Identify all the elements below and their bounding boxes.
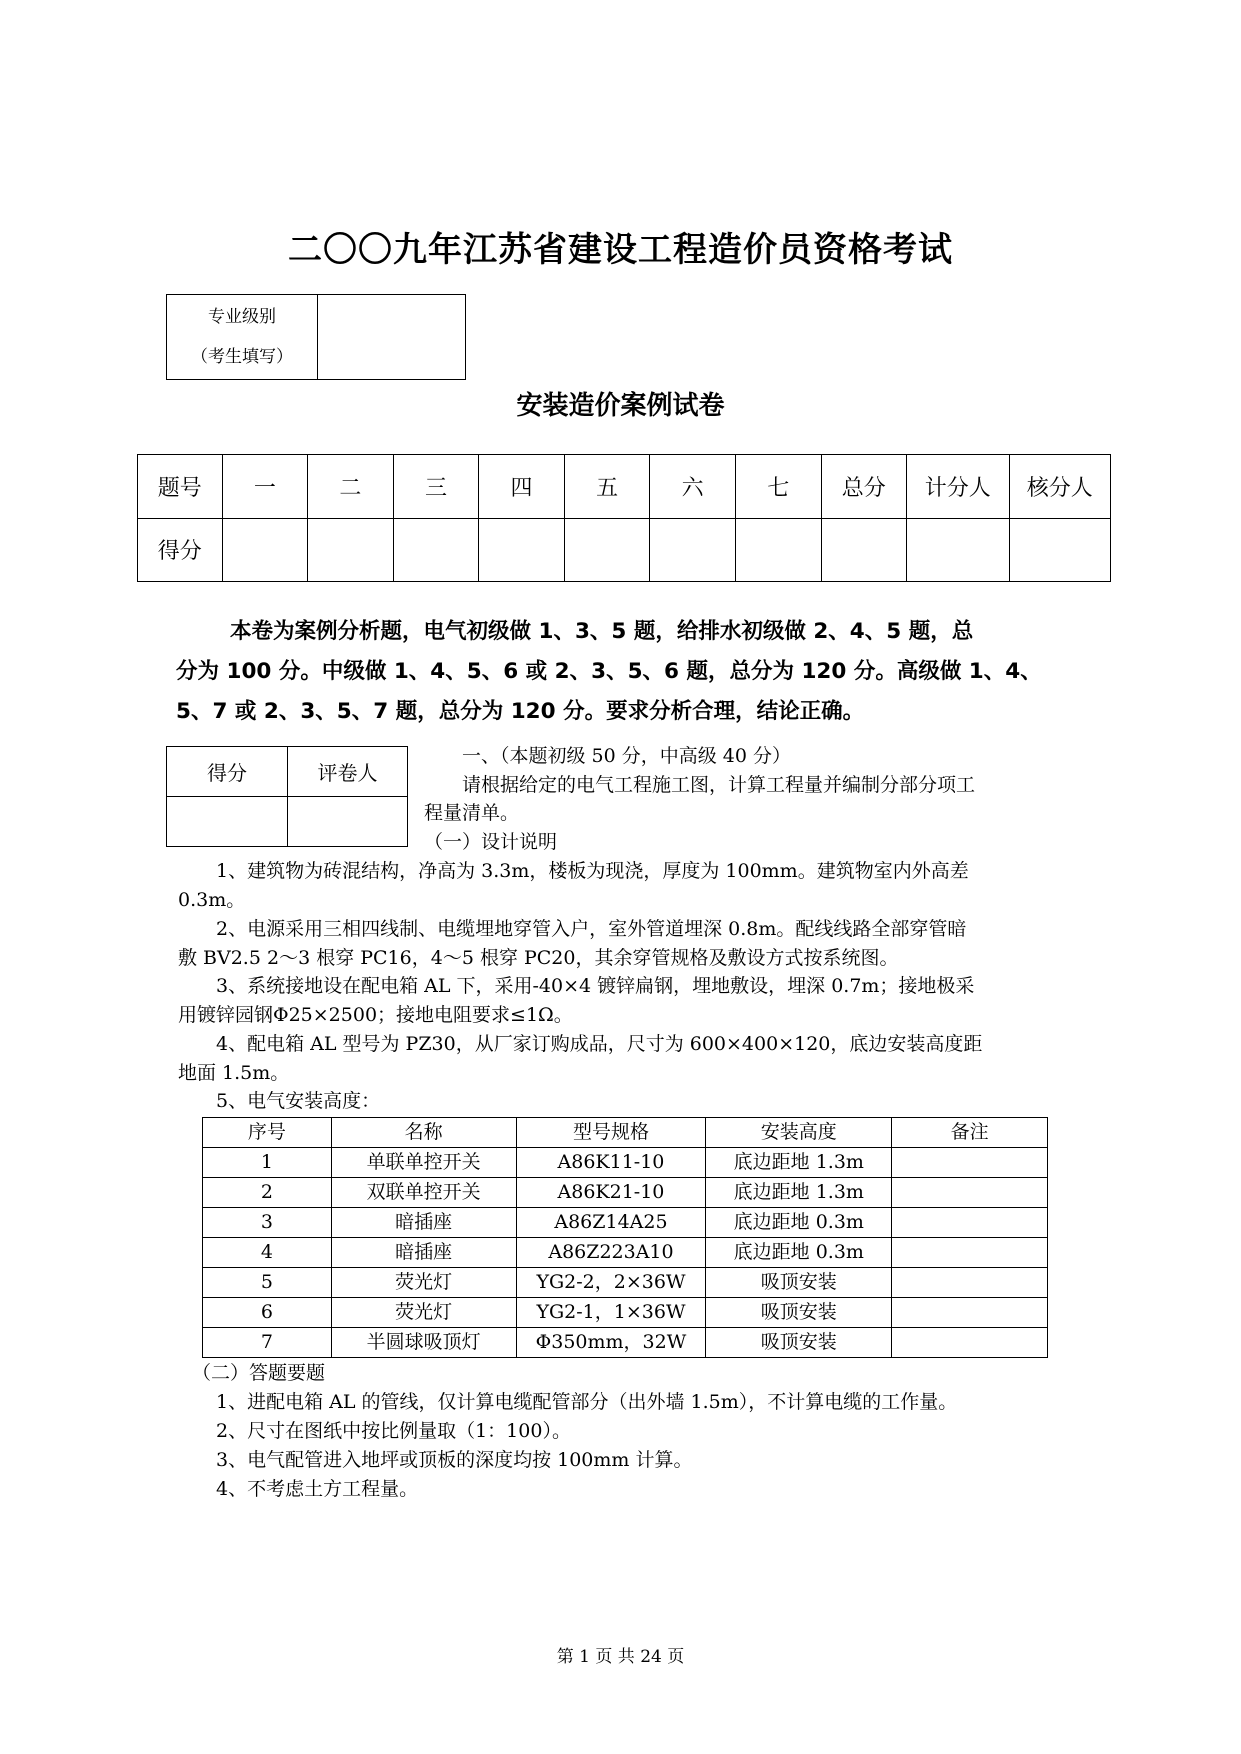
table-cell: 吸顶安装 bbox=[706, 1328, 892, 1358]
table-cell bbox=[892, 1178, 1048, 1208]
table-cell: 底边距地 1.3m bbox=[706, 1148, 892, 1178]
score-cell[interactable] bbox=[650, 518, 736, 582]
score-cell[interactable] bbox=[479, 518, 565, 582]
table-cell bbox=[892, 1328, 1048, 1358]
score-cell[interactable] bbox=[564, 518, 650, 582]
score-header-cell: 六 bbox=[650, 455, 736, 519]
table-cell: 4 bbox=[203, 1238, 332, 1268]
table-cell: YG2-2，2×36W bbox=[516, 1268, 706, 1298]
design-line: 0.3m。 bbox=[178, 889, 246, 911]
level-box bbox=[166, 294, 466, 380]
answer-heading: （二）答题要题 bbox=[192, 1362, 326, 1384]
question-intro: 程量清单。 bbox=[424, 802, 520, 824]
answer-line: 1、进配电箱 AL 的管线，仅计算电缆配管部分（出外墙 1.5m），不计算电缆的工作量。 bbox=[216, 1391, 958, 1413]
grader-name-label: 评卷人 bbox=[288, 747, 408, 797]
score-header-cell: 七 bbox=[735, 455, 821, 519]
score-cell[interactable] bbox=[222, 518, 308, 582]
level-label bbox=[167, 295, 318, 380]
table-cell: 底边距地 1.3m bbox=[706, 1178, 892, 1208]
score-cell[interactable] bbox=[907, 518, 1009, 582]
table-cell: 6 bbox=[203, 1298, 332, 1328]
design-line: 3、系统接地设在配电箱 AL 下，采用-40×4 镀锌扁钢，埋地敷设，埋深 0.7m；接地极采 bbox=[216, 975, 975, 997]
table-cell bbox=[892, 1208, 1048, 1238]
score-header-cell: 三 bbox=[393, 455, 479, 519]
level-label-line2: （考生填写） bbox=[191, 347, 293, 367]
score-cell[interactable] bbox=[735, 518, 821, 582]
table-header-cell: 安装高度 bbox=[706, 1118, 892, 1148]
design-line: 敷 BV2.5 2～3 根穿 PC16，4～5 根穿 PC20，其余穿管规格及敷设方式按系统图。 bbox=[178, 947, 899, 969]
page-footer: 第 1 页 共 24 页 bbox=[556, 1647, 685, 1667]
answer-line: 2、尺寸在图纸中按比例量取（1：100）。 bbox=[216, 1420, 571, 1442]
table-row bbox=[203, 1208, 1048, 1238]
score-cell[interactable] bbox=[393, 518, 479, 582]
score-cell[interactable] bbox=[308, 518, 394, 582]
table-cell: 荧光灯 bbox=[331, 1298, 516, 1328]
design-line: 用镀锌园钢Φ25×2500；接地电阻要求≤1Ω。 bbox=[178, 1004, 573, 1026]
table-cell: 7 bbox=[203, 1328, 332, 1358]
instruction-line: 5、7 或 2、3、5、7 题，总分为 120 分。要求分析合理，结论正确。 bbox=[176, 699, 865, 724]
install-height-table bbox=[202, 1117, 1048, 1358]
score-cell[interactable] bbox=[1009, 518, 1111, 582]
table-cell: A86K21-10 bbox=[516, 1178, 706, 1208]
table-cell: YG2-1，1×36W bbox=[516, 1298, 706, 1328]
table-cell: 荧光灯 bbox=[331, 1268, 516, 1298]
question-intro: 请根据给定的电气工程施工图，计算工程量并编制分部分项工 bbox=[462, 774, 976, 796]
grader-name-cell[interactable] bbox=[288, 797, 408, 847]
score-header-cell: 二 bbox=[308, 455, 394, 519]
table-header-cell: 序号 bbox=[203, 1118, 332, 1148]
table-cell: 5 bbox=[203, 1268, 332, 1298]
table-cell: 单联单控开关 bbox=[331, 1148, 516, 1178]
grader-score-cell[interactable] bbox=[167, 797, 288, 847]
design-heading: （一）设计说明 bbox=[424, 831, 558, 853]
table-cell: 暗插座 bbox=[331, 1208, 516, 1238]
table-cell: 1 bbox=[203, 1148, 332, 1178]
table-cell: 底边距地 0.3m bbox=[706, 1238, 892, 1268]
design-line: 5、电气安装高度： bbox=[216, 1090, 381, 1112]
score-header-cell: 四 bbox=[479, 455, 565, 519]
design-line: 2、电源采用三相四线制、电缆埋地穿管入户，室外管道埋深 0.8m。配线线路全部穿管暗 bbox=[216, 918, 967, 940]
instruction-line: 分为 100 分。中级做 1、4、5、6 或 2、3、5、6 题，总分为 120 分。高级做 1、4、 bbox=[176, 659, 1042, 684]
answer-line: 3、电气配管进入地坪或顶板的深度均按 100mm 计算。 bbox=[216, 1449, 693, 1471]
table-cell bbox=[892, 1298, 1048, 1328]
score-cell[interactable] bbox=[821, 518, 907, 582]
question-heading: 一、（本题初级 50 分，中高级 40 分） bbox=[462, 745, 792, 767]
score-header-cell: 计分人 bbox=[907, 455, 1009, 519]
score-header-cell: 题号 bbox=[138, 455, 223, 519]
table-header-cell: 名称 bbox=[331, 1118, 516, 1148]
exam-instructions bbox=[172, 612, 1092, 732]
score-header-cell: 一 bbox=[222, 455, 308, 519]
grader-score-label: 得分 bbox=[167, 747, 288, 797]
table-cell: A86Z223A10 bbox=[516, 1238, 706, 1268]
table-cell: 3 bbox=[203, 1208, 332, 1238]
table-cell: 2 bbox=[203, 1178, 332, 1208]
score-table bbox=[137, 454, 1111, 582]
table-row bbox=[203, 1298, 1048, 1328]
level-label-line1: 专业级别 bbox=[208, 307, 276, 327]
table-header-cell: 型号规格 bbox=[516, 1118, 706, 1148]
score-row-label: 得分 bbox=[138, 518, 223, 582]
table-cell bbox=[892, 1268, 1048, 1298]
table-cell: 底边距地 0.3m bbox=[706, 1208, 892, 1238]
score-header-row bbox=[138, 455, 1111, 519]
page-title: 二〇〇九年江苏省建设工程造价员资格考试 bbox=[288, 230, 953, 270]
score-header-cell: 核分人 bbox=[1009, 455, 1111, 519]
table-cell bbox=[892, 1148, 1048, 1178]
table-cell: A86Z14A25 bbox=[516, 1208, 706, 1238]
score-header-cell: 五 bbox=[564, 455, 650, 519]
grader-table bbox=[166, 746, 408, 847]
table-cell: 双联单控开关 bbox=[331, 1178, 516, 1208]
table-row bbox=[203, 1148, 1048, 1178]
instruction-line: 本卷为案例分析题，电气初级做 1、3、5 题，给排水初级做 2、4、5 题，总 bbox=[230, 619, 974, 644]
level-value-cell[interactable] bbox=[318, 295, 466, 380]
table-header-cell: 备注 bbox=[892, 1118, 1048, 1148]
design-line: 地面 1.5m。 bbox=[178, 1062, 290, 1084]
table-cell bbox=[892, 1238, 1048, 1268]
table-cell: 吸顶安装 bbox=[706, 1268, 892, 1298]
design-line: 1、建筑物为砖混结构，净高为 3.3m，楼板为现浇，厚度为 100mm。建筑物室内外高差 bbox=[216, 860, 969, 882]
paper-subtitle: 安装造价案例试卷 bbox=[516, 391, 725, 421]
table-cell: Φ350mm，32W bbox=[516, 1328, 706, 1358]
score-header-cell: 总分 bbox=[821, 455, 907, 519]
table-cell: 暗插座 bbox=[331, 1238, 516, 1268]
table-row bbox=[203, 1178, 1048, 1208]
table-cell: A86K11-10 bbox=[516, 1148, 706, 1178]
score-value-row bbox=[138, 518, 1111, 582]
table-row bbox=[203, 1268, 1048, 1298]
table-cell: 半圆球吸顶灯 bbox=[331, 1328, 516, 1358]
design-line: 4、配电箱 AL 型号为 PZ30，从厂家订购成品，尺寸为 600×400×120，底边安装高度距 bbox=[216, 1033, 983, 1055]
table-row bbox=[203, 1238, 1048, 1268]
table-cell: 吸顶安装 bbox=[706, 1298, 892, 1328]
table-header-row bbox=[203, 1118, 1048, 1148]
table-row bbox=[203, 1328, 1048, 1358]
answer-line: 4、不考虑土方工程量。 bbox=[216, 1478, 419, 1500]
